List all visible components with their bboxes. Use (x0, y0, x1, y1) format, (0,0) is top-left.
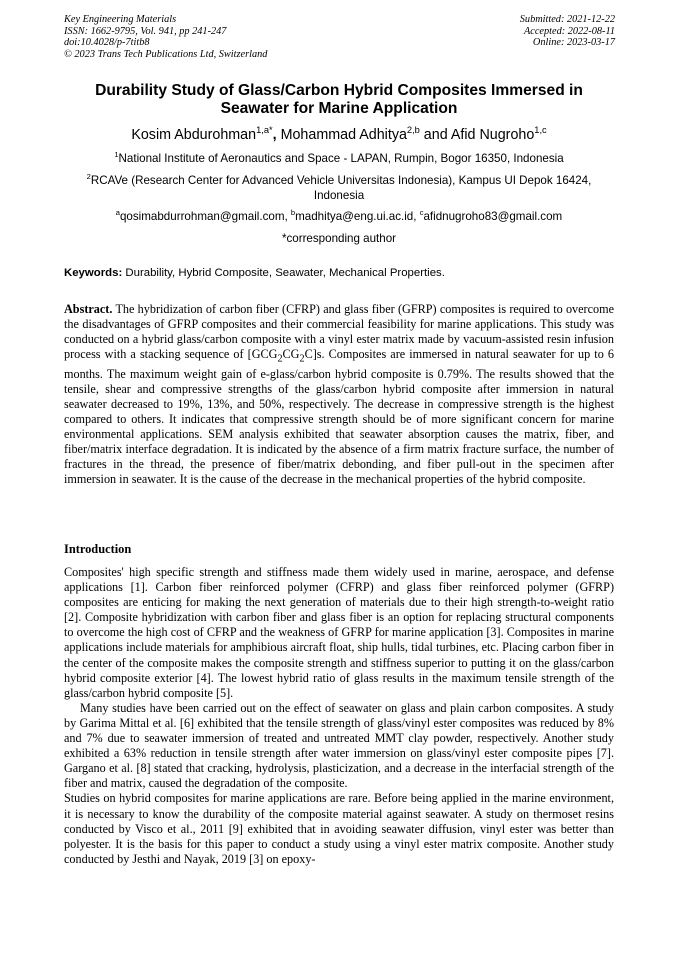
author-separator: , (272, 127, 281, 143)
author-affiliation-marker: 1,a* (256, 125, 273, 136)
keywords-text: Durability, Hybrid Composite, Seawater, Mechanical Properties. (122, 267, 445, 279)
corresponding-author-note: *corresponding author (281, 232, 397, 245)
author-name: Mohammad Adhitya (280, 127, 407, 143)
email-link[interactable]: afidnugroho83@gmail.com (423, 210, 563, 223)
author-separator: and (419, 127, 451, 143)
subscript: 2 (277, 353, 283, 365)
paragraph: Many studies have been carried out on the effect of seawater on glass and plain carbon composites. A study by Garima Mittal et al. [6] exhibited that the tensile strength of glass/vinyl ester composites was reduced by 8% and 7% due to seawater immersion of treated and untreated MMT clay powder, respectively. Another study exhibited a 63% reduction in tensile strength after water immersion on glass/vinyl ester composite pipes [7]. Gargano et al. [8] stated that cracking, hydrolysis, plasticization, and a decrease in the interfacial strength of the fiber and matrix, caused the degradation of the composite. (64, 700, 614, 791)
email-link[interactable]: qosimabdurrohman@gmail.com, (119, 210, 291, 223)
affiliation-marker: 1 (114, 150, 119, 160)
paragraph: Composites' high specific strength and stiffness made them widely used in marine, aerospace, and defense applications [1]. Carbon fiber reinforced polymer (CFRP) and glass fiber reinforced polymer (GFRP) composites are enticing for making the next generation of materials due to their high strength-to-weight ratio [2]. Composite hybridization with carbon fiber and glass fiber is an option for replacing structural components to overcome the high cost of CFRP and the weakness of GFRP for marine application [3]. Composites in marine applications include materials for amphibious aircraft float, ship hulls, tidal turbines, etc. Placing carbon fiber in the center of the composite makes the composite strength and stiffness superior to putting it on the glass/carbon hybrid composite exterior [4]. The lowest hybrid ratio of glass results in the maximum tensile strength of the glass/carbon hybrid composite [5]. (64, 565, 614, 700)
author-list (40, 126, 638, 144)
journal-name: Key Engineering Materials (64, 14, 177, 25)
section-heading-introduction: Introduction (64, 542, 132, 556)
affiliation-1 (60, 151, 618, 166)
journal-info (64, 14, 267, 60)
submitted-date: Submitted: 2021-12-22 (519, 14, 615, 25)
paragraph: Studies on hybrid composites for marine applications are rare. Before being applied in the marine environment, it is necessary to know the durability of the composite material against seawater. A study on thermoset resins conducted by Visco et al., 2011 [9] exhibited that in avoiding seawater diffusion, vinyl ester was better than polyester. It is the basis for this paper to conduct a study using a vinyl ester matrix composite. Another study conducted by Jesthi and Nayak, 2019 [3] on epoxy- (64, 791, 614, 866)
abstract-text: The hybridization of carbon fiber (CFRP) and glass fiber (GFRP) composites is required to overcome the disadvantages of GFRP composites and their commercial feasibility for marine applications. This study was conducted on a hybrid glass/carbon composite with a vinyl ester matrix made by vacuum-assisted resin infusion process with a stacking sequence of [GCG (64, 302, 614, 362)
abstract-text: CG (282, 347, 300, 362)
accepted-date: Accepted: 2022-08-11 (523, 25, 615, 37)
email-marker: c (419, 208, 424, 218)
author-affiliation-marker: 2,b (406, 125, 420, 136)
keywords (64, 266, 616, 281)
keywords-label: Keywords: (64, 267, 123, 279)
author-name: Afid Nugroho (450, 127, 535, 143)
introduction-body (64, 565, 614, 867)
abstract-label: Abstract. (64, 302, 113, 316)
email-link[interactable]: madhitya@eng.ui.ac.id, (295, 210, 420, 223)
abstract (64, 302, 614, 488)
affiliation-marker: 2 (86, 172, 91, 182)
subscript: 2 (299, 353, 305, 365)
email-list (60, 209, 618, 224)
affiliation-text: RCAVe (Research Center for Advanced Vehicle Universitas Indonesia), Kampus UI Depok 16424, Indonesia (90, 174, 592, 202)
online-date: Online: 2023-03-17 (532, 37, 615, 48)
journal-copyright: © 2023 Trans Tech Publications Ltd, Switzerland (64, 48, 268, 60)
paper-title: Durability Study of Glass/Carbon Hybrid Composites Immersed in Seawater for Marine Application (95, 82, 583, 117)
author-affiliation-marker: 1,c (534, 125, 547, 136)
journal-issn: ISSN: 1662-9795, Vol. 941, pp 241-247 (64, 25, 227, 37)
email-marker: a (115, 208, 120, 218)
journal-doi[interactable]: doi:10.4028/p-7titb8 (64, 37, 150, 48)
author-name: Kosim Abdurohman (131, 127, 257, 143)
publication-dates (520, 14, 615, 49)
affiliation-2 (60, 173, 618, 203)
affiliation-text: National Institute of Aeronautics and Space - LAPAN, Rumpin, Bogor 16350, Indonesia (118, 152, 564, 165)
email-marker: b (290, 208, 296, 218)
abstract-text: C]s. Composites are immersed in natural seawater for up to 6 months. The maximum weight gain of e-glass/carbon hybrid composite is 0.79%. The results showed that the tensile, shear and compressive strengths of the glass/carbon hybrid composite after immersion in natural seawater decreased to 19%, 13%, and 50%, respectively. The decrease in compressive strength is the highest compared to others. It indicates that compressive strength should be of more significant concern for marine environmental applications. SEM analysis exhibited that seawater absorption causes the matrix, fiber, and fiber/matrix interface degradation. It is indicated by the absence of a firm matrix fracture surface, the number of fractures in the thread, the presence of fiber/matrix debonding, and fiber pull-out in the specimen after immersion in seawater. It is the cause of the decrease in the mechanical properties of the hybrid composite. (64, 347, 614, 487)
